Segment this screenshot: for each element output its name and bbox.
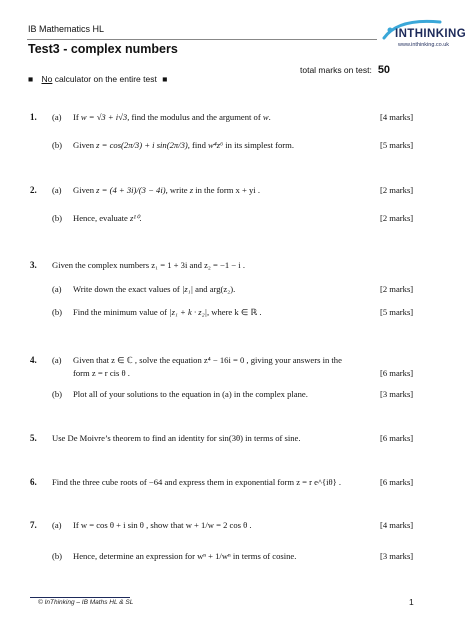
logo-url: www.inthinking.co.uk: [398, 42, 450, 48]
part-label: (b): [52, 213, 63, 223]
part-label: (a): [52, 520, 62, 530]
question-text: If w = √3 + i√3, find the modulus and the argument of w.: [73, 112, 271, 122]
footer-divider: [30, 597, 130, 598]
total-marks-value: 50: [377, 64, 391, 76]
question-number: 1.: [30, 112, 37, 122]
question-number: 6.: [30, 477, 37, 487]
question-text: Find the minimum value of |z₁ + k · z₂|, where k ∈ ℝ .: [73, 307, 262, 317]
marks-label: [5 marks]: [380, 140, 414, 150]
part-label: (b): [52, 307, 63, 317]
question-number: 5.: [30, 433, 37, 443]
question-text: Use De Moivre’s theorem to find an identity for sin(3θ) in terms of sine.: [52, 433, 301, 443]
total-marks-label: total marks on test:: [300, 65, 372, 75]
square-bullet-icon: ■: [162, 74, 168, 84]
marks-label: [6 marks]: [380, 433, 414, 443]
marks-label: [3 marks]: [380, 551, 414, 561]
marks-label: [4 marks]: [380, 112, 414, 122]
part-label: (a): [52, 284, 62, 294]
question-text: If w = cos θ + i sin θ , show that w + 1/w = 2 cos θ .: [73, 520, 252, 530]
marks-label: [2 marks]: [380, 185, 414, 195]
part-label: (b): [52, 389, 63, 399]
test-title: Test3 - complex numbers: [28, 42, 178, 56]
question-number: 7.: [30, 520, 37, 530]
part-label: (a): [52, 355, 62, 365]
marks-label: [6 marks]: [380, 477, 414, 487]
square-bullet-icon: ■: [28, 74, 34, 84]
part-label: (a): [52, 185, 62, 195]
question-text: Plot all of your solutions to the equation in (a) in the complex plane.: [73, 389, 308, 399]
marks-label: [2 marks]: [380, 213, 414, 223]
header-divider: [27, 39, 377, 40]
question-text: form z = r cis θ .: [73, 368, 130, 378]
total-marks: [300, 64, 390, 76]
question-text: Write down the exact values of |z₁| and arg(z₂).: [73, 284, 236, 294]
question-text: Given z = (4 + 3i)/(3 − 4i), write z in the form x + yi .: [73, 185, 260, 195]
part-label: (b): [52, 551, 63, 561]
marks-label: [3 marks]: [380, 389, 414, 399]
logo-wordmark: INTHINKING: [395, 28, 467, 40]
course-header: IB Mathematics HL: [28, 24, 105, 34]
question-text: Given that z ∈ ℂ , solve the equation z⁴ − 16i = 0 , giving your answers in the: [73, 355, 342, 365]
question-text: Find the three cube roots of −64 and express them in exponential form z = r e^{iθ} .: [52, 477, 342, 487]
page-number: 1: [409, 597, 414, 607]
inthinking-logo: [378, 16, 474, 48]
question-text: Given z = cos(2π/3) + i sin(2π/3), find w⁴z⁶ in its simplest form.: [73, 140, 294, 150]
question-number: 4.: [30, 355, 37, 365]
part-label: (a): [52, 112, 62, 122]
question-text: Hence, evaluate z¹⁰.: [73, 213, 142, 223]
part-label: (b): [52, 140, 63, 150]
question-text: Hence, determine an expression for wⁿ + 1/wⁿ in terms of cosine.: [73, 551, 297, 561]
question-number: 3.: [30, 260, 37, 270]
calculator-note: [28, 74, 167, 84]
marks-label: [6 marks]: [380, 368, 414, 378]
calculator-note-no: No: [41, 74, 53, 84]
question-number: 2.: [30, 185, 37, 195]
calculator-note-text: calculator on the entire test: [52, 74, 157, 84]
marks-label: [4 marks]: [380, 520, 414, 530]
footer-copyright: © InThinking – IB Maths HL & SL: [38, 599, 134, 606]
marks-label: [2 marks]: [380, 284, 414, 294]
marks-label: [5 marks]: [380, 307, 414, 317]
question-text: Given the complex numbers z₁ = 1 + 3i and z₂ = −1 − i .: [52, 260, 245, 270]
